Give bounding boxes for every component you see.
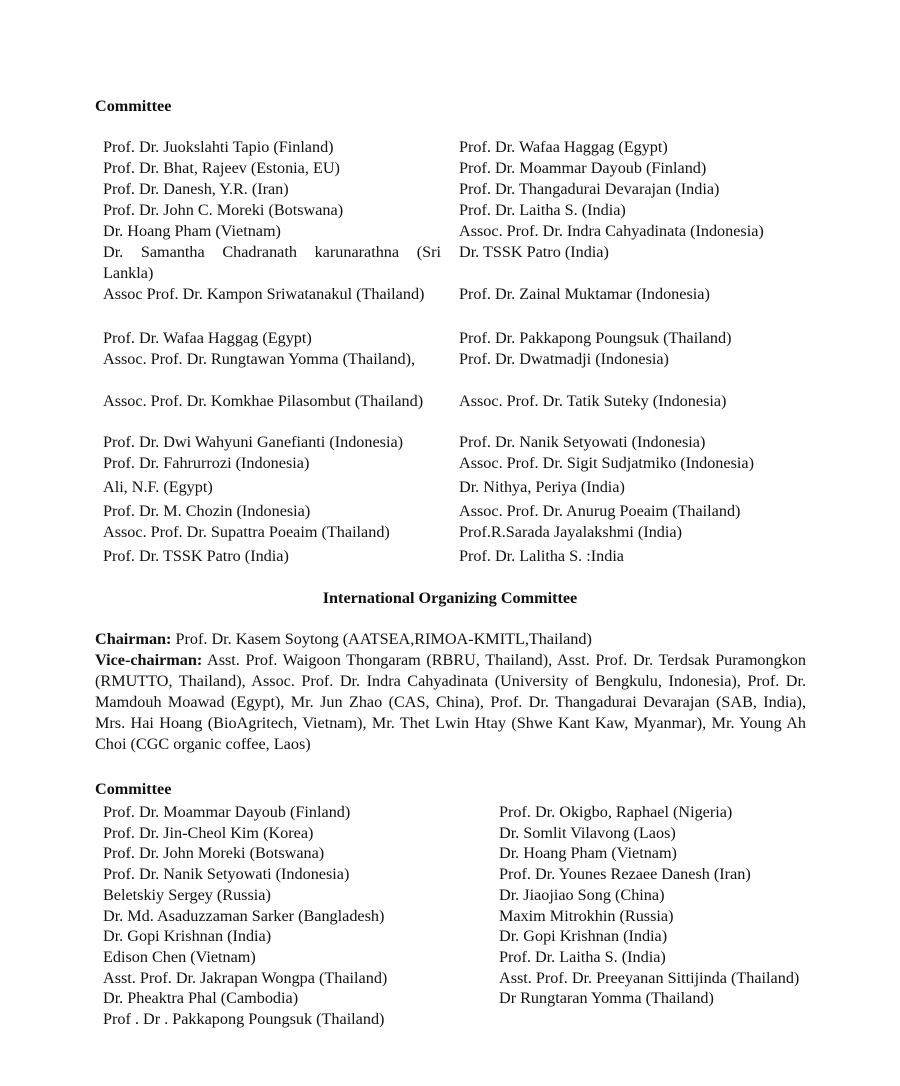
committee-member: Prof. Dr. Wafaa Haggag (Egypt)	[459, 138, 668, 156]
committee-member: Assoc. Prof. Dr. Indra Cahyadinata (Indonesia)	[459, 222, 764, 240]
committee-heading: Committee	[95, 97, 172, 115]
committee-member: Prof. Dr. Pakkapong Poungsuk (Thailand)	[459, 329, 732, 347]
committee-member: Prof. Dr. Nanik Setyowati (Indonesia)	[103, 865, 350, 884]
committee-member: Prof. Dr. John C. Moreki (Botswana)	[103, 201, 344, 219]
committee-heading-2: Committee	[95, 780, 172, 798]
committee-member: Prof. Dr. Wafaa Haggag (Egypt)	[103, 329, 312, 347]
committee-member: Prof. Dr. Juokslahti Tapio (Finland)	[103, 138, 334, 156]
committee-member: Assoc. Prof. Dr. Sigit Sudjatmiko (Indonesia)	[459, 454, 754, 472]
committee2-right-column	[499, 802, 799, 1009]
committee-member: Dr. Md. Asaduzzaman Sarker (Bangladesh)	[103, 906, 385, 925]
committee-member: Prof. Dr. Nanik Setyowati (Indonesia)	[459, 433, 706, 451]
committee-member: Dr. Gopi Krishnan (India)	[103, 927, 272, 946]
committee-member: Dr. Hoang Pham (Vietnam)	[499, 844, 677, 863]
committee-member: Prof. Dr. M. Chozin (Indonesia)	[103, 502, 311, 520]
committee-member: Prof. Dr. Moammar Dayoub (Finland)	[103, 803, 351, 821]
committee-member: Dr Rungtaran Yomma (Thailand)	[499, 989, 714, 1008]
committee-member: Prof. Dr. John Moreki (Botswana)	[103, 844, 325, 863]
committee-member: Dr. Pheaktra Phal (Cambodia)	[103, 989, 299, 1008]
committee-member: Dr. TSSK Patro (India)	[459, 243, 609, 261]
committee-member: Assoc. Prof. Dr. Anurug Poeaim (Thailand)	[459, 502, 741, 520]
committee-member: Assoc Prof. Dr. Kampon Sriwatanakul (Thailand)	[103, 285, 425, 303]
committee-member: Assoc. Prof. Dr. Tatik Suteky (Indonesia)	[459, 392, 727, 410]
committee-member: Prof. Dr. Thangadurai Devarajan (India)	[459, 180, 720, 198]
committee-member: Prof. Dr. Danesh, Y.R. (Iran)	[103, 180, 289, 198]
chairman-label: Chairman:	[95, 630, 172, 648]
chairman-line	[95, 629, 806, 650]
committee-member: Prof. Dr. Younes Rezaee Danesh (Iran)	[499, 865, 751, 884]
committee-member: Prof. Dr. Dwatmadji (Indonesia)	[459, 350, 669, 368]
vice-chairman-paragraph	[95, 650, 806, 755]
committee-member: Prof. Dr. Zainal Muktamar (Indonesia)	[459, 285, 710, 303]
vice-chairman-text: Asst. Prof. Waigoon Thongaram (RBRU, Thailand), Asst. Prof. Dr. Terdsak Puramongkon (RMUTTO, Thailand), Assoc. Prof. Dr. Indra Cahyadinata (University of Bengkulu, Indonesia), Prof. Dr. Mamdouh Moawad (Egypt), Mr. Jun Zhao (CAS, China), Prof. Dr. Thangadurai Devarajan (SAB, India), Mrs. Hai Hoang (BioAgritech, Vietnam), Mr. Thet Lwin Htay (Shwe Kant Kaw, Myanmar), Mr. Young Ah Choi (CGC organic coffee, Laos)	[95, 651, 806, 753]
committee-member: Prof.R.Sarada Jayalakshmi (India)	[459, 523, 682, 541]
committee-member: Assoc. Prof. Dr. Supattra Poeaim (Thailand)	[103, 523, 390, 541]
committee-member: Maxim Mitrokhin (Russia)	[499, 906, 674, 925]
committee-member: Beletskiy Sergey (Russia)	[103, 885, 271, 904]
ioc-title: International Organizing Committee	[322, 589, 578, 607]
committee-member: Dr. Samantha Chadranath karunarathna (Sri Lankla)	[103, 243, 441, 282]
committee-member: Prof. Dr. Jin-Cheol Kim (Korea)	[103, 823, 314, 842]
committee-member: Prof. Dr. Laitha S. (India)	[499, 947, 666, 966]
committee-member: Prof. Dr. Okigbo, Raphael (Nigeria)	[499, 803, 733, 821]
committee-member: Prof. Dr. Laitha S. (India)	[459, 201, 626, 219]
committee-member: Dr. Hoang Pham (Vietnam)	[103, 222, 281, 240]
committee-member: Prof. Dr. Bhat, Rajeev (Estonia, EU)	[103, 159, 340, 177]
committee-member: Prof. Dr. Dwi Wahyuni Ganefianti (Indonesia)	[103, 433, 404, 451]
vice-chairman-label: Vice-chairman:	[95, 651, 203, 669]
committee-member: Ali, N.F. (Egypt)	[103, 478, 213, 496]
committee-member: Prof. Dr. TSSK Patro (India)	[103, 547, 289, 565]
committee-member: Prof. Dr. Fahrurrozi (Indonesia)	[103, 454, 310, 472]
committee-member: Assoc. Prof. Dr. Rungtawan Yomma (Thailand),	[103, 350, 416, 368]
committee-member: Dr. Jiaojiao Song (China)	[499, 885, 665, 904]
committee2-left-column	[103, 802, 387, 1030]
committee-member: Dr. Nithya, Periya (India)	[459, 478, 625, 496]
committee-member: Asst. Prof. Dr. Preeyanan Sittijinda (Thailand)	[499, 968, 800, 987]
chairman-text: Prof. Dr. Kasem Soytong (AATSEA,RIMOA-KMITL,Thailand)	[171, 630, 592, 648]
committee-member: Asst. Prof. Dr. Jakrapan Wongpa (Thailand)	[103, 968, 388, 987]
committee-member: Prof. Dr. Lalitha S. :India	[459, 547, 624, 565]
committee-member: Prof . Dr . Pakkapong Poungsuk (Thailand)	[103, 1010, 385, 1029]
committee-member: Assoc. Prof. Dr. Komkhae Pilasombut (Thailand)	[103, 392, 424, 410]
committee-member: Prof. Dr. Moammar Dayoub (Finland)	[459, 159, 707, 177]
committee-member: Edison Chen (Vietnam)	[103, 947, 256, 966]
committee-member: Dr. Somlit Vilavong (Laos)	[499, 823, 676, 842]
committee-member: Dr. Gopi Krishnan (India)	[499, 927, 668, 946]
